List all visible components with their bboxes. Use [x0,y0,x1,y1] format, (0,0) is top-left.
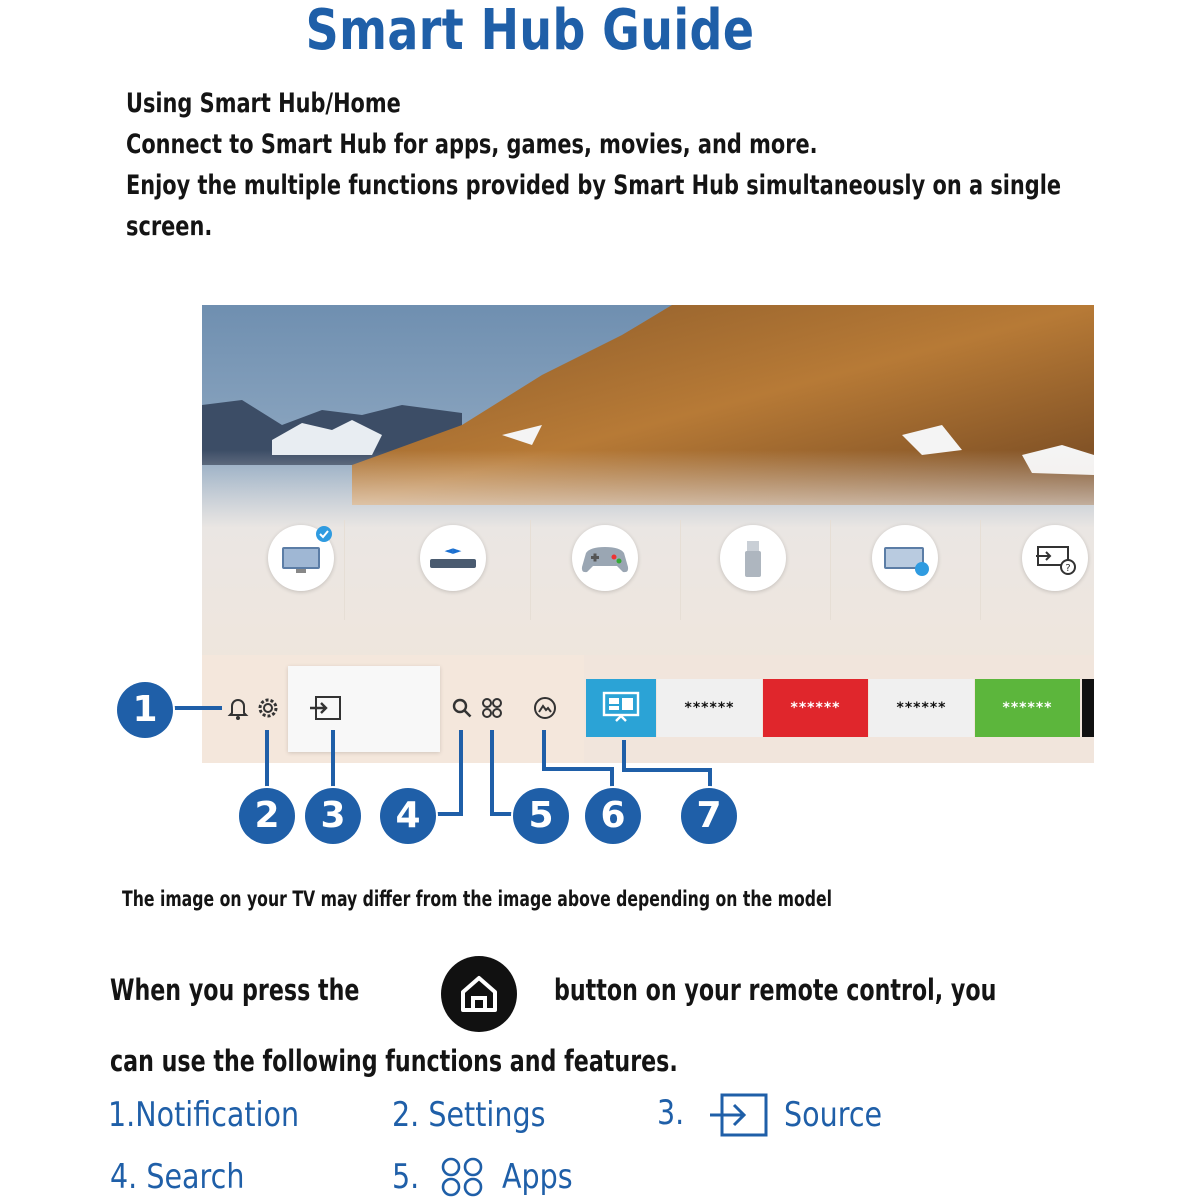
feature-search: 4. Search [110,1157,245,1197]
app-tile: ****** [763,679,868,737]
page-title: Smart Hub Guide [305,0,755,63]
game-controller-icon [572,525,638,591]
callout-1: 1 [117,682,173,738]
bluray-player-icon [420,525,486,591]
press-text-before: When you press the [110,973,360,1007]
feature-apps-number: 5. [392,1157,420,1197]
screen-mirror-icon [872,525,938,591]
app-tile-edge [1082,679,1094,737]
source-tile [288,666,440,752]
callout-7: 7 [681,788,737,844]
feature-apps-label: Apps [502,1157,573,1197]
tv-plus-tile [586,679,656,737]
callout-4: 4 [380,788,436,844]
feature-settings: 2. Settings [392,1095,546,1135]
intro-line: screen. [126,211,213,242]
source-icon [708,1091,770,1139]
callout-6: 6 [585,788,641,844]
callout-5: 5 [513,788,569,844]
tv-plus-icon [602,691,640,725]
mirror-app [872,525,938,591]
source-icon [308,694,342,722]
home-button [441,956,517,1032]
apps-grid-icon [478,694,506,722]
callout-3: 3 [305,788,361,844]
ambient-mode-icon [531,694,559,722]
usb-drive-icon [720,525,786,591]
gear-icon [254,694,282,722]
feature-source-label: Source [784,1095,883,1135]
app-tile: ****** [975,679,1080,737]
intro-line: Enjoy the multiple functions provided by Smart Hub simultaneously on a single [126,170,1062,201]
feature-source-number: 3. [657,1093,685,1133]
home-icon [453,968,505,1020]
app-tile: ****** [869,679,974,737]
svg-text:?: ? [1065,563,1071,574]
game-app [572,525,638,591]
model-disclaimer: The image on your TV may differ from the image above depending on the model [122,887,833,911]
tv-icon [268,525,334,591]
apps-grid-icon [438,1156,486,1198]
intro-line: Connect to Smart Hub for apps, games, movies, and more. [126,129,818,160]
press-text-after: button on your remote control, you [554,973,997,1007]
tv-app [268,525,334,591]
bell-icon [224,694,252,722]
bluray-app [420,525,486,591]
callout-2: 2 [239,788,295,844]
press-text-line2: can use the following functions and features. [110,1044,678,1078]
feature-notification: 1.Notification [108,1095,300,1135]
svg-text:◄►: ◄► [444,544,462,557]
source-guide-app [1022,525,1088,591]
intro-heading: Using Smart Hub/Home [126,88,401,119]
usb-app [720,525,786,591]
app-tile: ****** [657,679,762,737]
source-guide-icon [1022,525,1088,591]
search-icon [448,694,476,722]
